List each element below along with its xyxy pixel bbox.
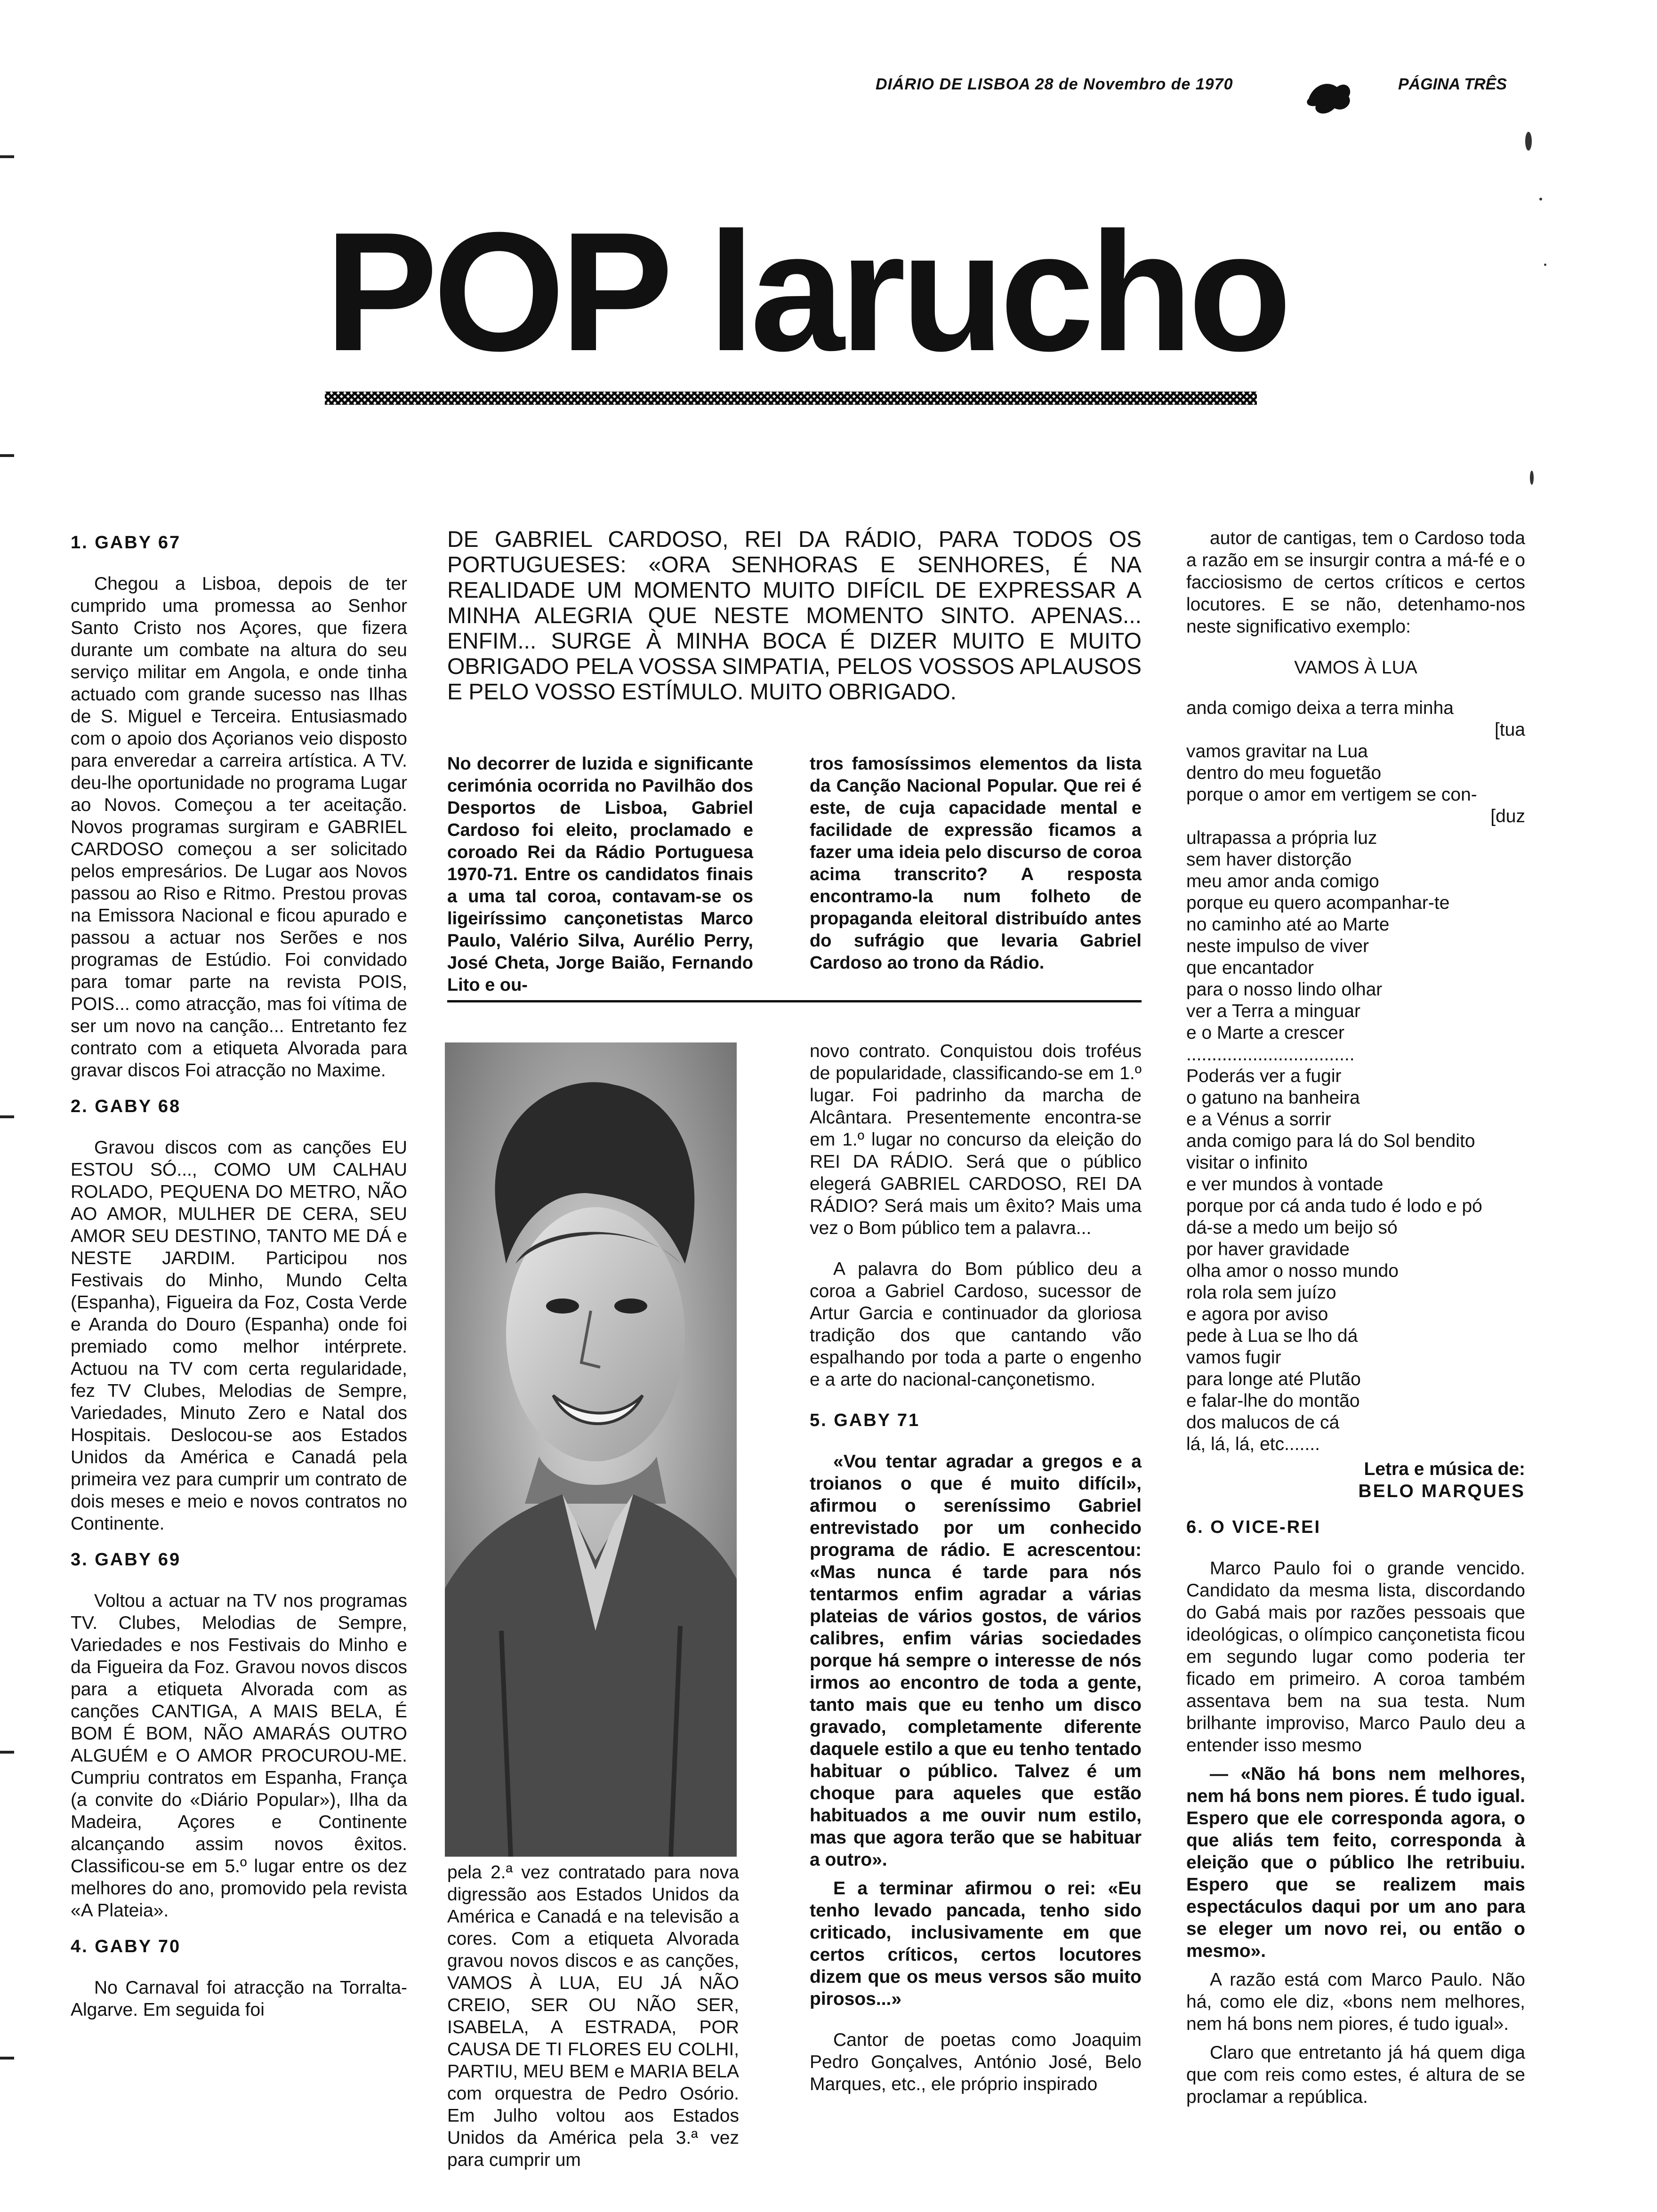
lyric-line: o gatuno na banheira	[1186, 1088, 1360, 1108]
section-heading-gaby-69: 3. GABY 69	[71, 1550, 181, 1570]
song-title: VAMOS À LUA	[1294, 657, 1417, 678]
lyric-line: pede à Lua se lho dá	[1186, 1326, 1358, 1346]
credit-author: BELO MARQUES	[1358, 1481, 1525, 1501]
quote-block	[447, 527, 1142, 724]
margin-mark	[0, 454, 14, 457]
lyric-line: para o nosso lindo olhar	[1186, 979, 1383, 1000]
king-quote: DE GABRIEL CARDOSO, REI DA RÁDIO, PARA TODOS OS PORTUGUESES: «ORA SENHORAS E SENHORES, É NA REALIDADE UM MOMENTO MUITO DIFÍCIL DE EXPRESSAR A MINHA ALEGRIA QUE NESTE MOMENTO SINTO. APENAS... ENFIM... SURGE À MINHA BOCA É DIZER MUITO E MUITO OBRIGADO PELA VOSSA SIMPATIA, PELOS VOSSOS APLAUSOS E PELO VOSSO ESTÍMULO. MUITO OBRIGADO.	[447, 527, 1142, 705]
lyric-line: meu amor anda comigo	[1186, 871, 1379, 891]
lyric-line: vamos fugir	[1186, 1347, 1281, 1368]
lead-paragraph-a: No decorrer de luzida e significante cerimónia ocorrida no Pavilhão dos Desportos de Lisboa, Gabriel Cardoso foi eleito, proclamado e coroado Rei da Rádio Portuguesa 1970-71. Entre os candidatos finais a uma tal coroa, contavam-se os ligeiríssimo cançonetistas Marco Paulo, Valério Silva, Aurélio Perry, José Cheta, Jorge Baião, Fernando Lito e ou-	[447, 754, 753, 995]
lyric-line: e o Marte a crescer	[1186, 1023, 1344, 1043]
column-4	[1186, 527, 1525, 2115]
lyric-line: dá-se a medo um beijo só	[1186, 1218, 1398, 1238]
portrait-photo	[445, 1042, 737, 1857]
section-heading-gaby-68: 2. GABY 68	[71, 1097, 181, 1116]
paragraph: E a terminar afirmou o rei: «Eu tenho levado pancada, tenho sido criticado, inclusivamente em que certos críticos, certos locutores dizem que os meus versos são muito pirosos...»	[810, 1878, 1142, 2009]
paragraph: autor de cantigas, tem o Cardoso toda a razão em se insurgir contra a má-fé e o facciosismo de certos críticos e certos locutores. E se não, detenhamo-nos neste significativo exemplo:	[1186, 528, 1525, 637]
lyric-line: e falar-lhe do montão	[1186, 1391, 1360, 1411]
margin-mark	[0, 1751, 14, 1754]
scan-speck	[1539, 198, 1542, 200]
paragraph: Claro que entretanto já há quem diga que com reis como estes, é altura de se proclamar a república.	[1186, 2043, 1525, 2107]
lyric-line: e agora por aviso	[1186, 1304, 1328, 1324]
section-heading-vice-rei: 6. O VICE-REI	[1186, 1517, 1321, 1537]
lyric-line: neste impulso de viver	[1186, 936, 1369, 956]
lyric-line: .................................	[1186, 1044, 1355, 1065]
lyric-line: dentro do meu foguetão	[1186, 763, 1382, 783]
column-1	[71, 527, 407, 2028]
lyric-line: porque por cá anda tudo é lodo e pó	[1186, 1196, 1482, 1216]
song-lyrics	[1186, 697, 1525, 1455]
lyric-line: [duz	[1490, 806, 1525, 826]
margin-mark	[0, 2057, 14, 2060]
paragraph: Chegou a Lisboa, depois de ter cumprido uma promessa ao Senhor Santo Cristo nos Açores, que fizera durante um combate na altura do seu serviço militar em Angola, e onde tinha actuado com grande sucesso nas Ilhas de S. Miguel e Terceira. Entusiasmado com o apoio dos Açorianos veio disposto para enveredar a carreira artística. A TV. deu-lhe oportunidade no programa Lugar ao Novos. Começou a ter aceitação. Novos programas surgiram e GABRIEL CARDOSO começou a ser solicitado pelos empresários. De Lugar aos Novos passou ao Riso e Ritmo. Prestou provas na Emissora Nacional e ficou apurado e passou a actuar nos Serões e nos programas de Estúdio. Foi convidado para tomar parte na revista POIS, POIS... como atracção, mas foi vítima de ser um novo na canção... Entretanto fez contrato com a etiqueta Alvorada para gravar discos Foi atracção no Maxime.	[71, 574, 407, 1081]
lyric-line: porque eu quero acompanhar-te	[1186, 893, 1450, 913]
lyric-line: por haver gravidade	[1186, 1239, 1350, 1259]
column-2-continued	[447, 1861, 739, 2178]
paragraph: Marco Paulo foi o grande vencido. Candidato da mesma lista, discordando do Gabá mais por razões pessoais que ideológicas, o olímpico cançonetista ficou em segundo lugar como poderia ter ficado em primeiro. A coroa também assentava bem na sua testa. Num brilhante improviso, Marco Paulo deu a entender isso mesmo	[1186, 1558, 1525, 1755]
lyric-line: olha amor o nosso mundo	[1186, 1261, 1399, 1281]
margin-mark	[0, 1115, 14, 1118]
lyric-line: anda comigo para lá do Sol bendito	[1186, 1131, 1475, 1151]
lyric-line: que encantador	[1186, 958, 1314, 978]
lyric-line: e a Vénus a sorrir	[1186, 1109, 1331, 1130]
lyric-line: e ver mundos à vontade	[1186, 1174, 1384, 1194]
lyric-line: no caminho até ao Marte	[1186, 914, 1390, 935]
margin-mark	[0, 155, 14, 158]
scan-speck	[1530, 471, 1534, 485]
lyric-line: dos malucos de cá	[1186, 1412, 1340, 1433]
ink-blot-icon	[1304, 71, 1356, 122]
lyric-line: Poderás ver a fugir	[1186, 1066, 1342, 1086]
column-3	[810, 1040, 1142, 2102]
section-heading-gaby-71: 5. GABY 71	[810, 1411, 920, 1430]
paragraph: A razão está com Marco Paulo. Não há, como ele diz, «bons nem melhores, nem há bons nem piores, é tudo igual».	[1186, 1970, 1525, 2034]
scan-speck	[1525, 132, 1532, 151]
lyric-line: anda comigo deixa a terra minha	[1186, 698, 1454, 718]
page-title: POP larucho	[325, 197, 1287, 386]
divider-rule	[447, 1000, 1142, 1002]
paragraph: Gravou discos com as canções EU ESTOU SÓ..., COMO UM CALHAU ROLADO, PEQUENA DO METRO, NÃO AO AMOR, MULHER DE CERA, SEU AMOR SEU DESTINO, TANTO ME DÁ e NESTE JARDIM. Participou nos Festivais do Minho, Mundo Celta (Espanha), Figueira da Foz, Costa Verde e Aranda do Douro (Espanha) onde foi premiado como melhor intérprete. Actuou na TV com certa regularidade, fez TV Clubes, Melodias de Sempre, Variedades, Minuto Zero e Natal dos Hospitais. Deslocou-se aos Estados Unidos da América e Canadá pela primeira vez para cumprir um contrato de dois meses e meio e novos contratos no Continente.	[71, 1138, 407, 1534]
decorative-hatch-rule	[325, 392, 1257, 405]
page-number: PÁGINA TRÊS	[1398, 75, 1507, 93]
lyric-line: porque o amor em vertigem se con-	[1186, 785, 1477, 805]
lyric-line: ver a Terra a minguar	[1186, 1001, 1360, 1021]
lyric-line: para longe até Plutão	[1186, 1369, 1361, 1389]
paragraph: A palavra do Bom público deu a coroa a Gabriel Cardoso, sucessor de Artur Garcia e continuador da gloriosa tradição dos que cantando vão espalhando por toda a parte o engenho e a arte do nacional-cançonetismo.	[810, 1259, 1142, 1390]
lyric-line: vamos gravitar na Lua	[1186, 741, 1368, 761]
paragraph: pela 2.ª vez contratado para nova digressão aos Estados Unidos da América e Canadá e na televisão a cores. Com a etiqueta Alvorada gravou novos discos e as canções, VAMOS À LUA, EU JÁ NÃO CREIO, SER OU NÃO SER, ISABELA, A ESTRADA, POR CAUSA DE TI FLORES EU COLHI, PARTIU, MEU BEM e MARIA BELA com orquestra de Pedro Osório. Em Julho voltou aos Estados Unidos da América pela 3.ª vez para cumprir um	[447, 1862, 739, 2170]
paragraph: «Vou tentar agradar a gregos e a troianos o que é muito difícil», afirmou o sereníssimo Gabriel entrevistado por um conhecido programa de rádio. E acrescentou: «Mas nunca é tarde para nós tentarmos enfim agradar a várias plateias de vários gostos, de vários calibres, enfim várias sociedades porque há sempre o interesse de nós irmos ao encontro de toda a gente, tanto mais que eu tenho um disco gravado, completamente diferente daquele estilo a que eu tenho tentado habituar o público. Talvez é um choque para aqueles que estão habituados a me ouvir num estilo, mas que agora terão que se habituar a outro».	[810, 1451, 1142, 1870]
scan-speck	[1544, 264, 1546, 266]
credit-line: Letra e música de:	[1364, 1459, 1525, 1479]
lyric-line: [tua	[1494, 720, 1525, 740]
section-heading-gaby-67: 1. GABY 67	[71, 533, 181, 553]
lyric-line: ultrapassa a própria luz	[1186, 828, 1377, 848]
paragraph: Cantor de poetas como Joaquim Pedro Gonçalves, António José, Belo Marques, etc., ele próprio inspirado	[810, 2030, 1142, 2094]
paragraph: Voltou a actuar na TV nos programas TV. Clubes, Melodias de Sempre, Variedades e nos Festivais do Minho e da Figueira da Foz. Gravou novos discos para a etiqueta Alvorada com as canções CANTIGA, A MAIS BELA, É BOM É BOM, NÃO AMARÁS OUTRO ALGUÉM e O AMOR PROCUROU-ME. Cumpriu contratos em Espanha, França (a convite do «Diário Popular»), Ilha da Madeira, Açores e Continente alcançando assim novos êxitos. Classificou-se em 5.º lugar entre os dez melhores do ano, promovido pela revista «A Plateia».	[71, 1591, 407, 1921]
lyric-line: sem haver distorção	[1186, 850, 1352, 870]
lyric-line: rola rola sem juízo	[1186, 1282, 1336, 1303]
paragraph: — «Não há bons nem melhores, nem há bons nem piores. É tudo igual. Espero que ele corresponda agora, o que aliás tem feito, corresponda à eleição que o público lhe retribuiu. Espero que se realizem mais espectáculos daqui por um ano para se eleger um novo rei, ou então o mesmo».	[1186, 1764, 1525, 1961]
lyric-line: lá, lá, lá, etc.......	[1186, 1434, 1320, 1454]
masthead-paper: DIÁRIO DE LISBOA 28 de Novembro de 1970	[876, 75, 1233, 93]
lyric-line: visitar o infinito	[1186, 1153, 1308, 1173]
lead-paragraph-b: tros famosíssimos elementos da lista da Canção Nacional Popular. Que rei é este, de cuja capacidade mental e facilidade de expressão ficamos a fazer uma ideia pelo discurso de coroa acima transcrito? A resposta encontramo-la num folheto de propaganda eleitoral distribuído antes do sufrágio que levaria Gabriel Cardoso ao trono da Rádio.	[810, 754, 1142, 973]
section-heading-gaby-70: 4. GABY 70	[71, 1937, 181, 1956]
paragraph: novo contrato. Conquistou dois troféus de popularidade, classificando-se em 1.º lugar. Foi padrinho da marcha de Alcântara. Presentemente encontra-se em 1.º lugar no concurso da eleição do REI DA RÁDIO. Será que o público elegerá GABRIEL CARDOSO, REI DA RÁDIO? Será mais um êxito? Mais uma vez o Bom público tem a palavra...	[810, 1041, 1142, 1238]
paragraph: No Carnaval foi atracção na Torralta-Algarve. Em seguida foi	[71, 1978, 407, 2020]
